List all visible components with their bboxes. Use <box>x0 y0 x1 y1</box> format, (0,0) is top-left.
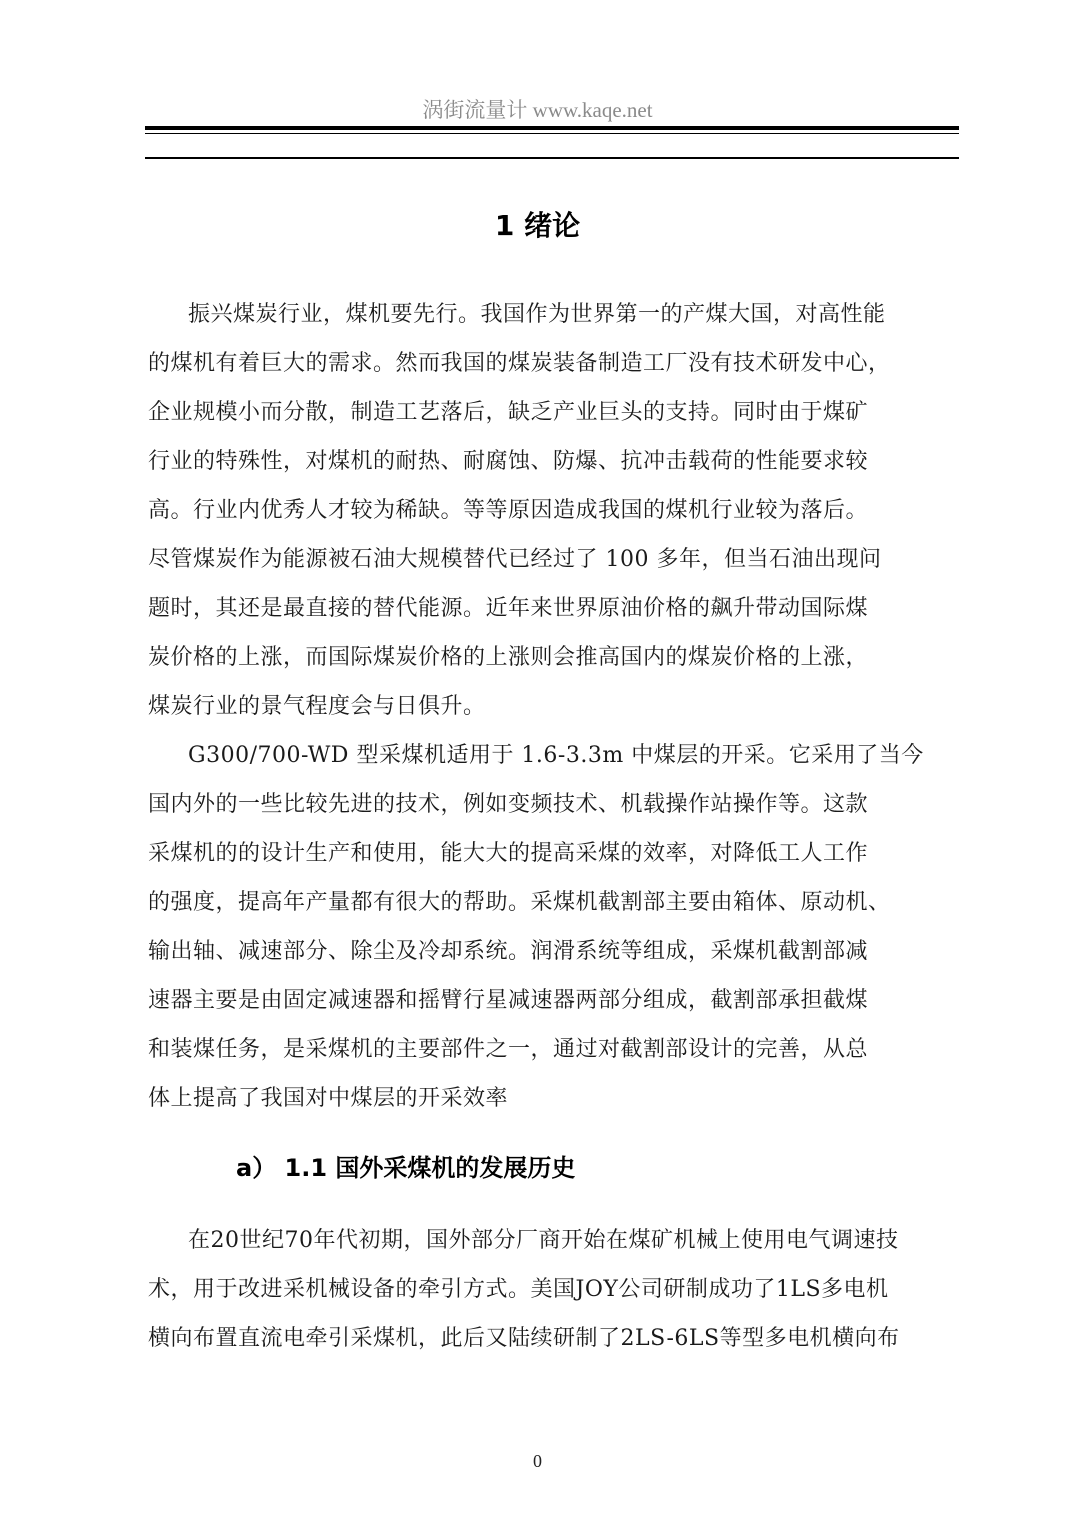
paragraph-line: 题时，其还是最直接的替代能源。近年来世界原油价格的飙升带动国际煤 <box>148 596 869 621</box>
paragraph-line: 和装煤任务，是采煤机的主要部件之一，通过对截割部设计的完善，从总 <box>148 1037 869 1062</box>
header-text: 涡街流量计 www.kaqe.net <box>422 98 653 122</box>
paragraph-intro <box>148 290 960 731</box>
paragraph-line: 炭价格的上涨，而国际煤炭价格的上涨则会推高国内的煤炭价格的上涨， <box>148 645 869 670</box>
paragraph-line: 的煤机有着巨大的需求。然而我国的煤炭装备制造工厂没有技术研发中心， <box>148 351 891 376</box>
header-rule-thin <box>145 133 959 134</box>
paragraph-shearer <box>148 731 960 1123</box>
paragraph-line: 振兴煤炭行业，煤机要先行。我国作为世界第一的产煤大国，对高性能 <box>188 302 886 327</box>
paragraph-line: 采煤机的的设计生产和使用，能大大的提高采煤的效率，对降低工人工作 <box>148 841 869 866</box>
section-heading: a） 1.1 国外采煤机的发展历史 <box>236 1154 576 1182</box>
chapter-title: 1 绪论 <box>494 209 581 242</box>
paragraph-line: 尽管煤炭作为能源被石油大规模替代已经过了 100 多年，但当石油出现问 <box>148 547 882 572</box>
header-rule-lower <box>145 157 959 159</box>
paragraph-line: 的强度，提高年产量都有很大的帮助。采煤机截割部主要由箱体、原动机、 <box>148 890 891 915</box>
paragraph-line: 体上提高了我国对中煤层的开采效率 <box>148 1086 509 1111</box>
paragraph-line: 输出轴、减速部分、除尘及冷却系统。润滑系统等组成，采煤机截割部减 <box>148 939 869 964</box>
paragraph-line: 在20世纪70年代初期，国外部分厂商开始在煤矿机械上使用电气调速技 <box>188 1228 899 1253</box>
paragraph-line: 煤炭行业的景气程度会与日俱升。 <box>148 694 486 719</box>
paragraph-line: 行业的特殊性，对煤机的耐热、耐腐蚀、防爆、抗冲击载荷的性能要求较 <box>148 449 869 474</box>
paragraph-line: 国内外的一些比较先进的技术，例如变频技术、机载操作站操作等。这款 <box>148 792 869 817</box>
paragraph-line: 术，用于改进采机械设备的牵引方式。美国JOY公司研制成功了1LS多电机 <box>148 1277 889 1302</box>
paragraph-line: G300/700-WD 型采煤机适用于 1.6-3.3m 中煤层的开采。它采用了当今 <box>188 743 924 768</box>
paragraph-foreign-history <box>148 1216 960 1363</box>
page-number: 0 <box>533 1451 542 1471</box>
paragraph-line: 企业规模小而分散，制造工艺落后，缺乏产业巨头的支持。同时由于煤矿 <box>148 400 869 425</box>
paragraph-line: 速器主要是由固定减速器和摇臂行星减速器两部分组成，截割部承担截煤 <box>148 988 869 1013</box>
paragraph-line: 高。行业内优秀人才较为稀缺。等等原因造成我国的煤机行业较为落后。 <box>148 498 869 523</box>
header-rule-thick <box>145 126 959 130</box>
paragraph-line: 横向布置直流电牵引采煤机，此后又陆续研制了2LS-6LS等型多电机横向布 <box>148 1326 900 1351</box>
